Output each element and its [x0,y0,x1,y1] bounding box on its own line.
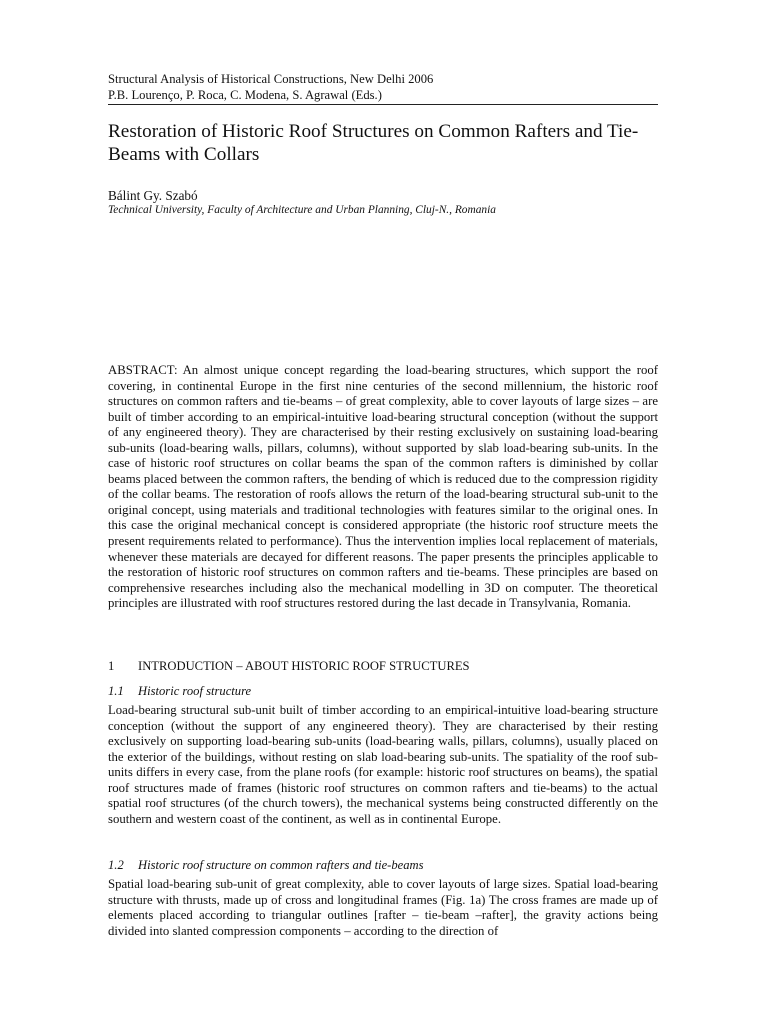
body-paragraph: Spatial load-bearing sub-unit of great complexity, able to cover layouts of large sizes. Spatial load-bearing structure with thrusts, made up of cross and longitudinal frames (Fig. 1a) The cross frames are made up of elements placed according to triangular outlines [rafter – tie-beam –rafter], the gravity actions being divided into slanted compression components – according to the direction of [108,877,658,938]
abstract-paragraph: ABSTRACT: An almost unique concept regarding the load-bearing structures, which support the roof covering, in continental Europe in the first nine centuries of the second millennium, the historic roof structures on common rafters and tie-beams – of great complexity, able to cover layouts of large sizes – are built of timber according to an empirical-intuitive load-bearing structural conception (without the support of any engineered theory). They are characterised by their resting exclusively on sustaining load-bearing sub-units (load-bearing walls, pillars, columns), without supported by slab load-bearing sub-units. In the case of historic roof structures on collar beams the span of the common rafters is diminished by collar beams placed between the common rafters, the bending of which is reduced due to the compression rigidity of the collar beams. The restoration of roofs allows the return of the load-bearing structural sub-unit to the original concept, using materials and traditional technologies with features similar to the original ones. In this case the original mechanical concept is considered appropriate (the historic roof structure meets the present requirements related to performance). Thus the intervention implies local replacement of materials, whenever these materials are decayed for different reasons. The paper presents the principles applicable to the restoration of historic roof structures on common rafters and tie-beams. These principles are based on comprehensive researches including also the mechanical modelling in 3D on computer. The theoretical principles are illustrated with roof structures restored during the last decade in Transylvania, Romania. [108,363,658,611]
subsection-heading [108,857,424,873]
author-affiliation: Technical University, Faculty of Architecture and Urban Planning, Cluj-N., Romania [108,204,496,216]
section-heading [108,658,470,674]
author-name: Bálint Gy. Szabó [108,188,198,203]
running-header [108,71,658,103]
subsection-title: Historic roof structure on common rafters and tie-beams [138,858,424,872]
header-divider [108,104,658,105]
subsection-number: 1.2 [108,858,124,872]
section-title: INTRODUCTION – ABOUT HISTORIC ROOF STRUCTURES [138,659,470,673]
section-number: 1 [108,659,115,673]
paper-title: Restoration of Historic Roof Structures on Common Rafters and Tie-Beams with Collars [108,121,639,165]
body-paragraph: Load-bearing structural sub-unit built of timber according to an empirical-intuitive load-bearing structure conception (without the support of any engineered theory). They are characterised by their resting exclusively on supporting load-bearing sub-units (load-bearing walls, pillars, columns), usually placed on the exterior of the buildings, without resting on slab load-bearing sub-units. The spatiality of the roof sub-units differs in every case, from the plane roofs (for example: historic roof structures on beams), the spatial roof structures made of frames (historic roof structures on common rafters and tie-beams) to the actual spatial roof structures (of the church towers), the mechanical systems being constructed differently on the southern and western coast of the continent, as well as in continental Europe. [108,703,658,826]
editors-line: P.B. Lourenço, P. Roca, C. Modena, S. Agrawal (Eds.) [108,88,382,102]
subsection-number: 1.1 [108,684,124,698]
subsection-title: Historic roof structure [138,684,252,698]
subsection-heading [108,683,251,699]
conference-line: Structural Analysis of Historical Constructions, New Delhi 2006 [108,72,434,86]
